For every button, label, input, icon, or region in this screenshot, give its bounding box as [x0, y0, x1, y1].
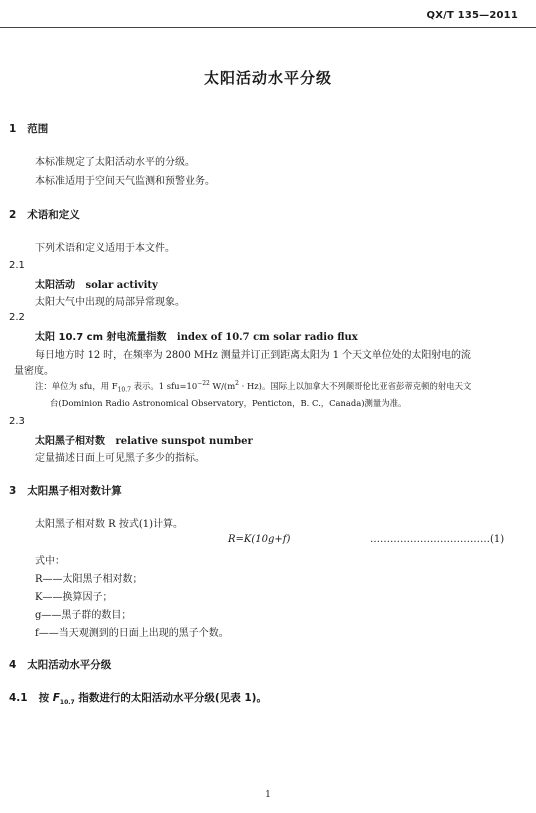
clause-number: 2.2	[9, 312, 25, 323]
page-number: 1	[265, 790, 271, 800]
term-2-1	[35, 276, 158, 291]
paragraph: 本标准规定了太阳活动水平的分级。	[35, 157, 195, 168]
term-en: index of 10.7 cm solar radio flux	[176, 332, 358, 343]
note-text: W/(m	[209, 381, 236, 391]
formula: R=K(10g+f)	[228, 534, 291, 545]
section-number: 1	[9, 123, 17, 135]
section-title: 太阳活动水平分级	[27, 659, 112, 671]
section-number: 2	[9, 209, 17, 221]
section-4-heading	[9, 657, 111, 672]
term-en: solar activity	[85, 280, 158, 291]
term-2-3	[35, 432, 253, 447]
note-text: 表示。1 sfu=10	[130, 381, 198, 391]
section-1-heading	[9, 121, 48, 136]
variable-definition: g——黑子群的数目；	[35, 610, 132, 621]
term-2-2	[35, 328, 358, 343]
paragraph: 本标准适用于空间天气监测和预警业务。	[35, 176, 215, 187]
section-title: 术语和定义	[27, 209, 80, 221]
header-rule	[0, 27, 536, 28]
heading-text: 按	[38, 692, 53, 704]
term-zh: 太阳活动	[35, 280, 75, 291]
definition: 定量描述日面上可见黑子多少的指标。	[35, 453, 205, 464]
document-title: 太阳活动水平分级	[203, 69, 332, 87]
subsection-number: 4.1	[9, 692, 28, 704]
section-2-heading	[9, 207, 80, 222]
note-text: · Hz)。国际上以加拿大不列颠哥伦比亚省彭蒂克顿的射电天文	[238, 381, 472, 391]
term-zh: 太阳黑子相对数	[35, 436, 105, 447]
superscript: −22	[197, 380, 210, 388]
variable-definition: R——太阳黑子相对数；	[35, 574, 143, 585]
variable-definition: K——换算因子；	[35, 592, 113, 603]
term-zh: 太阳 10.7 cm 射电流量指数	[35, 332, 167, 343]
section-number: 3	[9, 485, 17, 497]
equation-number: ………………………………(1)	[370, 534, 505, 545]
subscript: 10.7	[59, 699, 75, 707]
variable-definition: f——当天观测到的日面上出现的黑子个数。	[35, 628, 229, 639]
where-label: 式中：	[35, 556, 65, 567]
definition: 每日地方时 12 时，在频率为 2800 MHz 测量并订正到距离太阳为 1 个天文单位处的太阳射电的流	[35, 350, 471, 361]
standard-code: QX/T 135—2011	[426, 10, 518, 21]
paragraph: 太阳黑子相对数 R 按式(1)计算。	[35, 519, 184, 530]
section-number: 4	[9, 659, 17, 671]
note	[35, 380, 471, 394]
section-title: 范围	[27, 123, 49, 135]
subscript: 10.7	[117, 386, 131, 394]
subsection-4-1-heading	[9, 690, 267, 706]
term-en: relative sunspot number	[115, 436, 253, 447]
note-continued: 台(Dominion Radio Astronomical Observatory，Penticton，B. C.，Canada)测量为准。	[50, 398, 407, 408]
paragraph: 下列术语和定义适用于本文件。	[35, 243, 175, 254]
clause-number: 2.3	[9, 416, 25, 427]
section-title: 太阳黑子相对数计算	[27, 485, 122, 497]
superscript: 2	[235, 380, 239, 388]
section-3-heading	[9, 483, 122, 498]
note-text: 注：单位为 sfu，用 F	[35, 381, 118, 391]
definition-continued: 量密度。	[14, 366, 54, 377]
heading-text: 指数进行的太阳活动水平分级(见表 1)。	[74, 692, 267, 704]
definition: 太阳大气中出现的局部异常现象。	[35, 297, 185, 308]
clause-number: 2.1	[9, 260, 25, 271]
symbol-F: F	[52, 692, 60, 704]
